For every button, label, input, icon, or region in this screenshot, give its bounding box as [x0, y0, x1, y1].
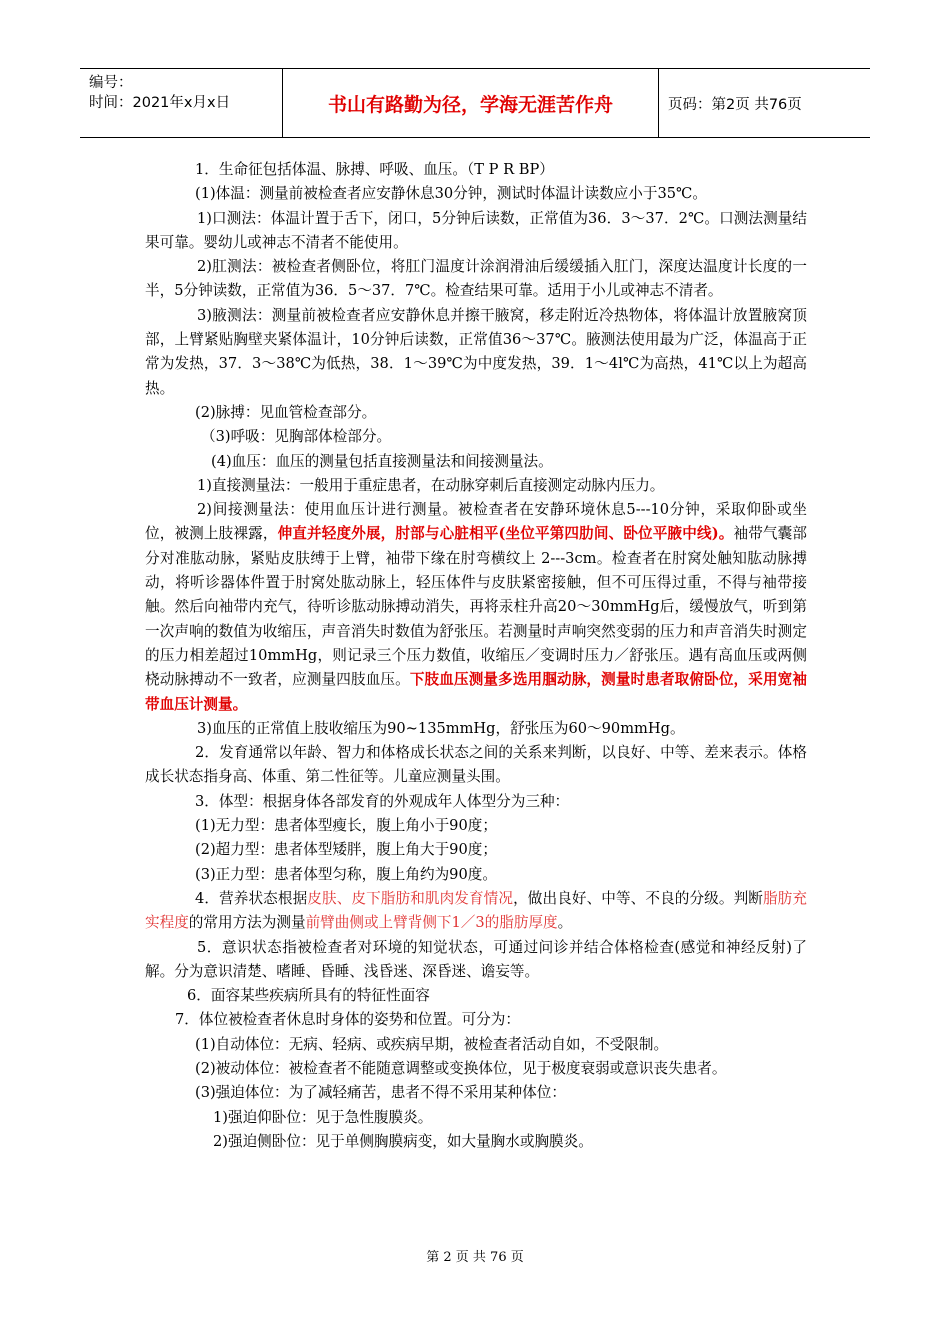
paragraph: 1)直接测量法：一般用于重症患者，在动脉穿刺后直接测定动脉内压力。: [197, 476, 665, 494]
text-run: 袖带气囊部分对准肱动脉，紧贴皮肤缚于上臂，袖带下缘在肘弯横纹上 2---3cm。检查者在肘窝处触知肱动脉搏动，将听诊器体件置于肘窝处肱动脉上，轻压体件与皮肤紧密接触，但不可压得过重，不得与袖带接触。然后向袖带内充气，待听诊肱动脉搏动消失，再将汞柱升高20～30mmHg后，缓慢放气，听到第一次声响的数值为收缩压，声音消失时数值为舒张压。若测量时声响突然变弱的压力和声音消失时测定的压力相差超过10mmHg，则记录三个压力数值，收缩压／变调时压力／舒张压。遇有高血压或两侧桡动脉搏动不一致者，应测量四肢血压。: [145, 525, 807, 689]
document-body: [145, 158, 807, 1154]
paragraph: 6．面容某些疾病所具有的特征性面容: [187, 987, 430, 1005]
text-run: ，做出良好、中等、不良的分级。判断: [513, 889, 763, 907]
header-meta: [80, 69, 283, 137]
text-run: 。: [557, 914, 573, 932]
paragraph: (1)自动体位：无病、轻病、或疾病早期，被检查者活动自如，不受限制。: [195, 1035, 669, 1053]
header-page: [659, 69, 870, 137]
paragraph: (4)血压：血压的测量包括直接测量法和间接测量法。: [211, 452, 553, 470]
text-run: 的常用方法为测量: [188, 914, 306, 932]
paragraph: (2)脉搏：见血管检查部分。: [195, 403, 377, 421]
text-run: 4．营养状态根据: [195, 889, 308, 907]
highlight-text: 脂肪充实程度: [145, 889, 807, 932]
page-header: [80, 68, 870, 138]
paragraph: (3)强迫体位：为了减轻痛苦，患者不得不采用某种体位：: [195, 1084, 566, 1102]
paragraph: 2)强迫侧卧位：见于单侧胸膜病变，如大量胸水或胸膜炎。: [213, 1132, 593, 1150]
paragraph: [145, 498, 807, 717]
text-run: 2)间接测量法：使用血压计进行测量。被检查者在安静环境休息5---10分钟，采取仰卧或坐位，被测上肢裸露，: [145, 501, 807, 543]
paragraph: [145, 887, 807, 936]
page-footer: 第 2 页 共 76 页: [426, 1250, 524, 1265]
highlight-text: 下肢血压测量多选用腘动脉，测量时患者取俯卧位，采用宽袖带血压计测量。: [145, 671, 807, 713]
date-label: 时间：2021年x月x日: [89, 95, 231, 111]
paragraph: 1．生命征包括体温、脉搏、呼吸、血压。（T P R BP）: [195, 161, 554, 178]
paragraph: (2)被动体位：被检查者不能随意调整或变换体位，见于极度衰弱或意识丧失患者。: [195, 1059, 727, 1077]
paragraph: 3．体型：根据身体各部发育的外观成年人体型分为三种：: [195, 792, 570, 810]
highlight-text: 前臂曲侧或上臂背侧下1／3的脂肪厚度: [305, 914, 558, 932]
paragraph: 2．发育通常以年龄、智力和体格成长状态之间的关系来判断，以良好、中等、差来表示。体格成长状态指身高、体重、第二性征等。儿童应测量头围。: [145, 744, 807, 786]
paragraph: 3)腋测法：测量前被检查者应安静休息并擦干腋窝，移走附近冷热物体，将体温计放置腋窝顶部，上臂紧贴胸壁夹紧体温计，10分钟后读数，正常值36～37℃。腋测法使用最为广泛，体温高于正常为发热，37．3～38℃为低热，38．1～39℃为中度发热，39．1～4l℃为高热，41℃以上为超高热。: [145, 306, 808, 397]
highlight-text: 皮肤、皮下脂肪和肌肉发育情况: [307, 889, 514, 907]
number-label: 编号：: [89, 75, 133, 91]
paragraph: (2)超力型：患者体型矮胖，腹上角大于90度；: [195, 841, 497, 859]
paragraph: 1)强迫仰卧位：见于急性腹膜炎。: [213, 1108, 433, 1126]
paragraph: 7．体位被检查者休息时身体的姿势和位置。可分为：: [175, 1011, 520, 1029]
paragraph: （3)呼吸：见胸部体检部分。: [201, 428, 392, 446]
paragraph: (1)无力型：患者体型瘦长，腹上角小于90度；: [195, 817, 497, 835]
highlight-text: 伸直并轻度外展，肘部与心脏相平(坐位平第四肋间、卧位平腋中线)。: [277, 525, 734, 543]
paragraph: (3)正力型：患者体型匀称，腹上角约为90度。: [195, 865, 497, 883]
header-motto: 书山有路勤为径，学海无涯苦作舟: [283, 69, 659, 137]
paragraph: 1)口测法：体温计置于舌下，闭口，5分钟后读数，正常值为36．3～37．2℃。口测法测量结果可靠。婴幼儿或神志不清者不能使用。: [145, 209, 807, 251]
paragraph: (1)体温：测量前被检查者应安静休息30分钟，测试时体温计读数应小于35℃。: [195, 185, 707, 203]
paragraph: 2)肛测法：被检查者侧卧位，将肛门温度计涂润滑油后缓缓插入肛门，深度达温度计长度的一半，5分钟读数，正常值为36．5～37．7℃。检查结果可靠。适用于小儿或神志不清者。: [145, 258, 807, 300]
paragraph: 3)血压的正常值上肢收缩压为90~135mmHg，舒张压为60～90mmHg。: [197, 719, 685, 737]
page-label: 页码：第2页 共76页: [668, 96, 802, 113]
paragraph: 5．意识状态指被检查者对环境的知觉状态，可通过问诊并结合体格检查(感觉和神经反射)了解。分为意识清楚、嗜睡、昏睡、浅昏迷、深昏迷、谵妄等。: [145, 938, 807, 980]
